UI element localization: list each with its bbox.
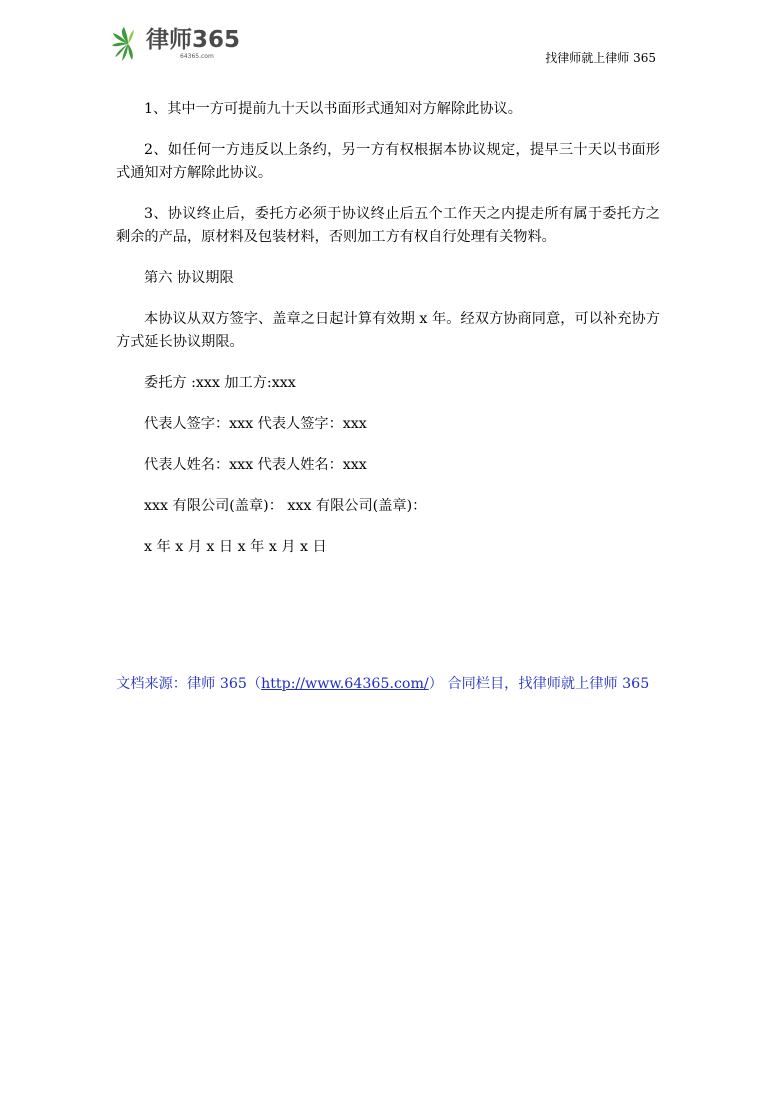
section-heading: 第六 协议期限 <box>144 270 234 286</box>
parties-line: 委托方 :xxx 加工方:xxx <box>144 375 296 391</box>
date-line: x 年 x 月 x 日 x 年 x 月 x 日 <box>144 539 327 555</box>
page-header <box>0 0 774 80</box>
paragraph-term: 本协议从双方签字、盖章之日起计算有效期 x 年。经双方协商同意，可以补充协方方式延长协议期限。 <box>116 311 660 350</box>
company-seal-line: xxx 有限公司(盖章)： xxx 有限公司(盖章)： <box>144 498 427 514</box>
footer-prefix: 文档来源：律师 365（ <box>116 676 262 692</box>
header-tagline: 找律师就上律师 365 <box>545 51 656 65</box>
document-source-footer <box>116 674 649 694</box>
logo <box>112 25 242 65</box>
paragraph-clause-3: 3、协议终止后，委托方必须于协议终止后五个工作天之内提走所有属于委托方之剩余的产品，原材料及包装材料，否则加工方有权自行处理有关物料。 <box>116 206 660 245</box>
name-line: 代表人姓名：xxx 代表人姓名：xxx <box>144 457 367 473</box>
paragraph-clause-1: 1、其中一方可提前九十天以书面形式通知对方解除此协议。 <box>144 101 522 117</box>
logo-text: 律师365 <box>146 27 241 53</box>
source-link[interactable]: http://www.64365.com/ <box>261 676 429 692</box>
paragraph-clause-2: 2、如任何一方违反以上条约，另一方有权根据本协议规定，提早三十天以书面形式通知对方解除此协议。 <box>116 142 660 181</box>
signature-line: 代表人签字：xxx 代表人签字：xxx <box>144 416 367 432</box>
document-body <box>116 98 660 559</box>
logo-subtext: 64365.com <box>180 53 214 60</box>
footer-suffix: ） 合同栏目，找律师就上律师 365 <box>428 676 650 692</box>
leaf-logo-icon <box>112 27 144 61</box>
